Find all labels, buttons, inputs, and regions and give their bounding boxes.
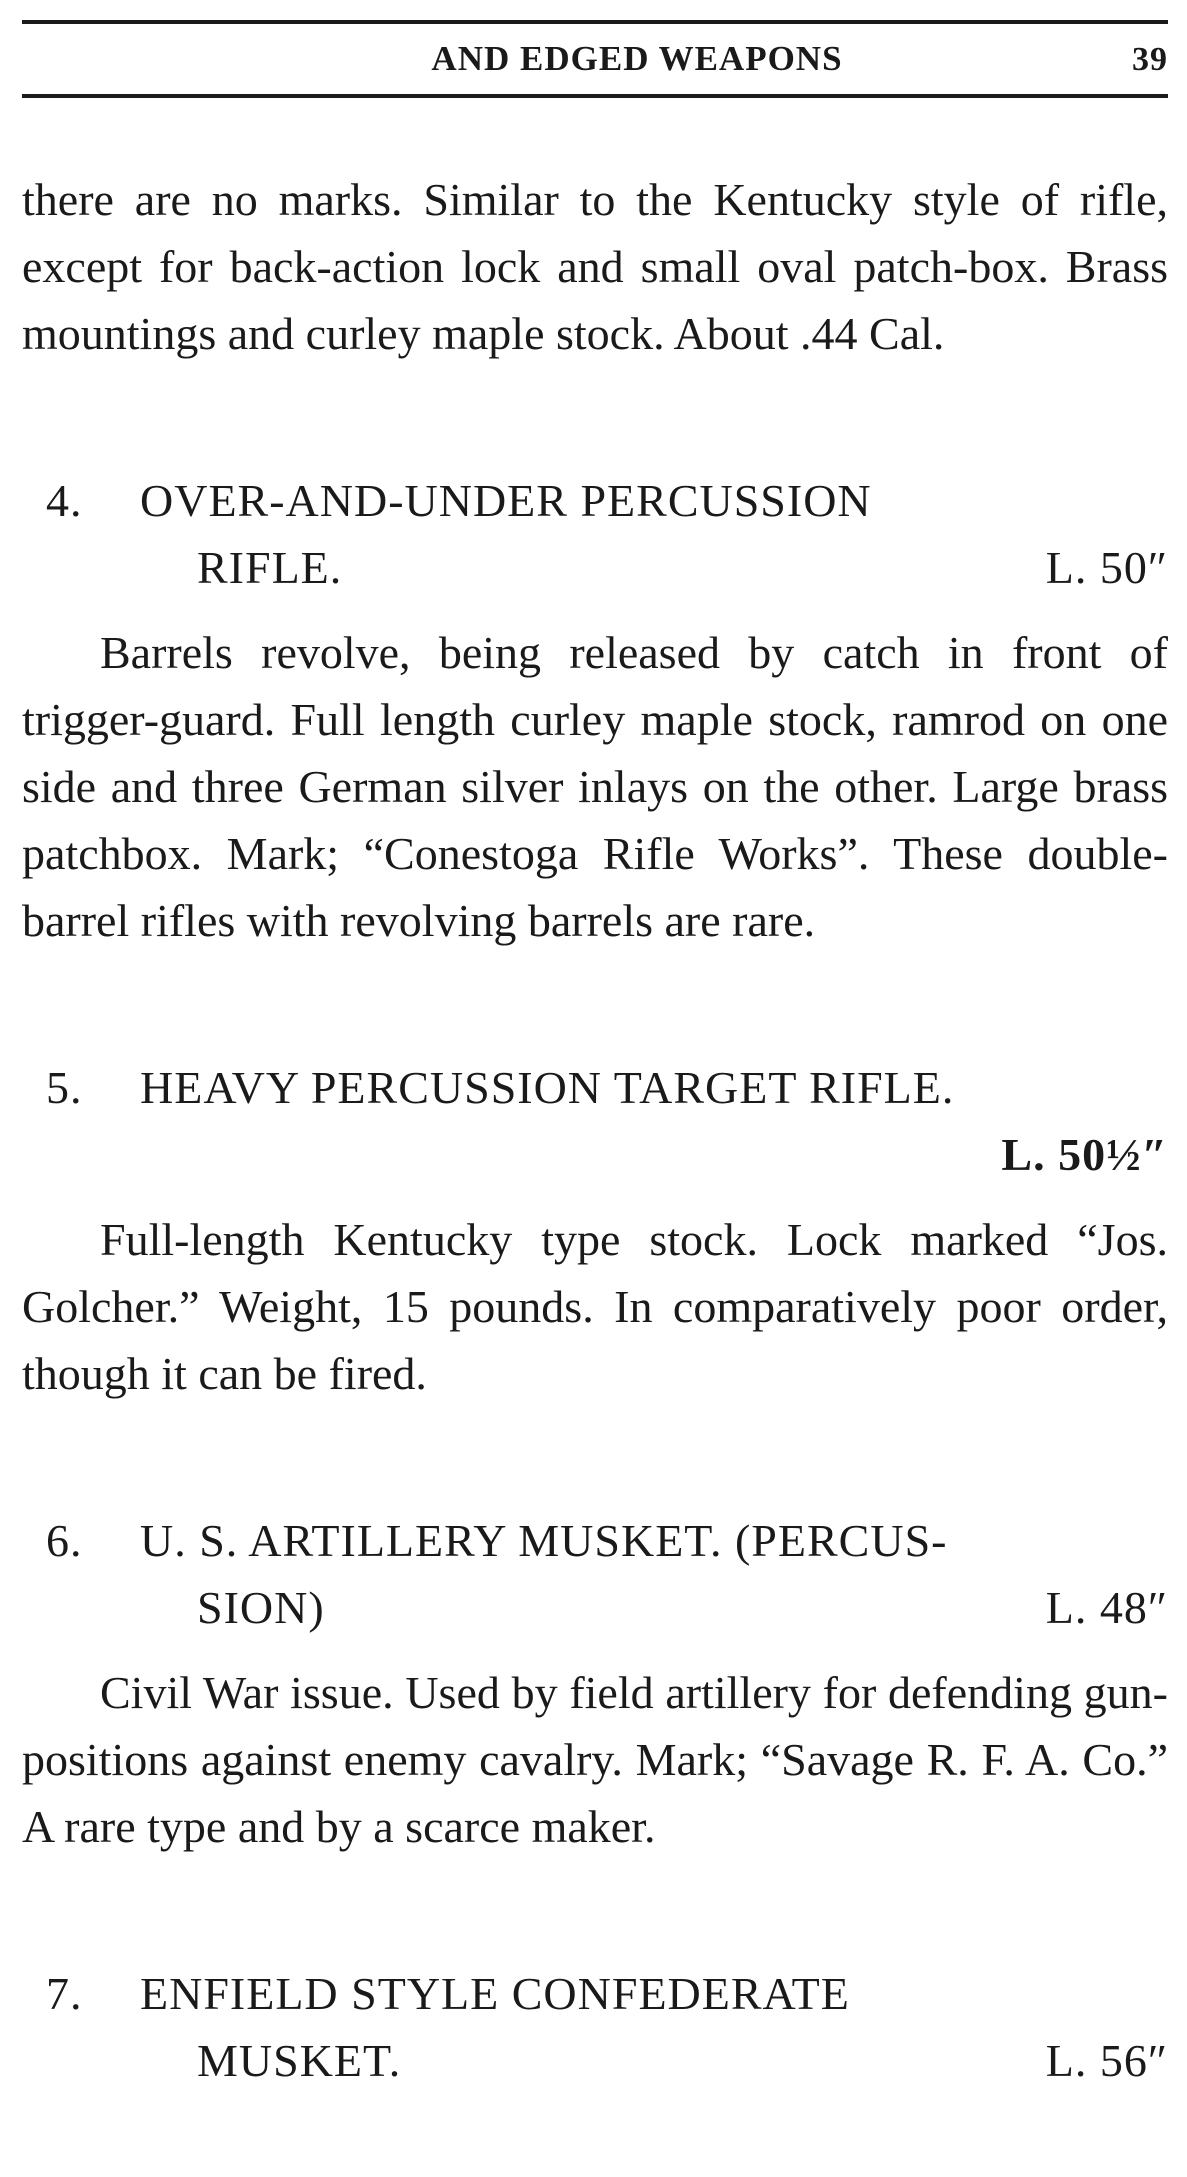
entry-heading: [22, 467, 1168, 601]
entry-title-line1: HEAVY PERCUSSION TARGET RIFLE.: [140, 1062, 955, 1113]
entry-length: L. 48″: [1045, 1582, 1168, 1633]
entry-description: Full-length Kentucky type stock. Lock marked “Jos. Golcher.” Weight, 15 pounds. In comparatively poor order, though it can be fired.: [22, 1214, 1168, 1399]
catalog-entry-5: [22, 1054, 1168, 1407]
entry-length: L. 56″: [1045, 2035, 1168, 2086]
entry-number: 6.: [46, 1515, 83, 1566]
entry-title-line2: RIFLE.: [197, 542, 343, 593]
entry-title-line2: SION): [197, 1582, 325, 1633]
header-bottom-rule: [22, 94, 1168, 98]
running-head-title: AND EDGED WEAPONS: [431, 39, 843, 78]
catalog-entry-4: [22, 467, 1168, 954]
entry-heading: [22, 1960, 1168, 2094]
entry-title-line1: ENFIELD STYLE CONFEDERATE: [140, 1968, 850, 2019]
page-number: 39: [1132, 41, 1168, 78]
continued-paragraph: there are no marks. Similar to the Kentucky style of rifle, except for back-action lock and small oval patch-box. Brass mountings and curley maple stock. About .44 Cal.: [22, 174, 1168, 359]
book-page: [22, 20, 1168, 2094]
entry-number: 5.: [46, 1062, 83, 1113]
catalog-entry-6: [22, 1507, 1168, 1860]
entry-title-line1: U. S. ARTILLERY MUSKET. (PERCUS-: [140, 1515, 948, 1566]
entry-heading: [22, 1054, 1168, 1188]
entry-number: 7.: [46, 1968, 83, 2019]
entry-length: L. 50″: [1045, 542, 1168, 593]
entry-length: L. 50½″: [1001, 1129, 1168, 1180]
running-head: [22, 24, 1168, 94]
entry-number: 4.: [46, 475, 83, 526]
entry-title-line2: MUSKET.: [197, 2035, 402, 2086]
entry-description: Barrels revolve, being released by catch in front of trigger-guard. Full length curley maple stock, ramrod on one side and three German silver inlays on the other. Large brass patchbox. Mark; “Conestoga Rifle Works”. These double-barrel rifles with revolving barrels are rare.: [22, 627, 1168, 946]
catalog-entry-7: [22, 1960, 1168, 2094]
entry-description: Civil War issue. Used by field artillery for defending gun-positions against enemy cavalry. Mark; “Savage R. F. A. Co.” A rare type and by a scarce maker.: [22, 1667, 1168, 1852]
entry-heading: [22, 1507, 1168, 1641]
entry-title-line1: OVER-AND-UNDER PERCUSSION: [140, 475, 872, 526]
